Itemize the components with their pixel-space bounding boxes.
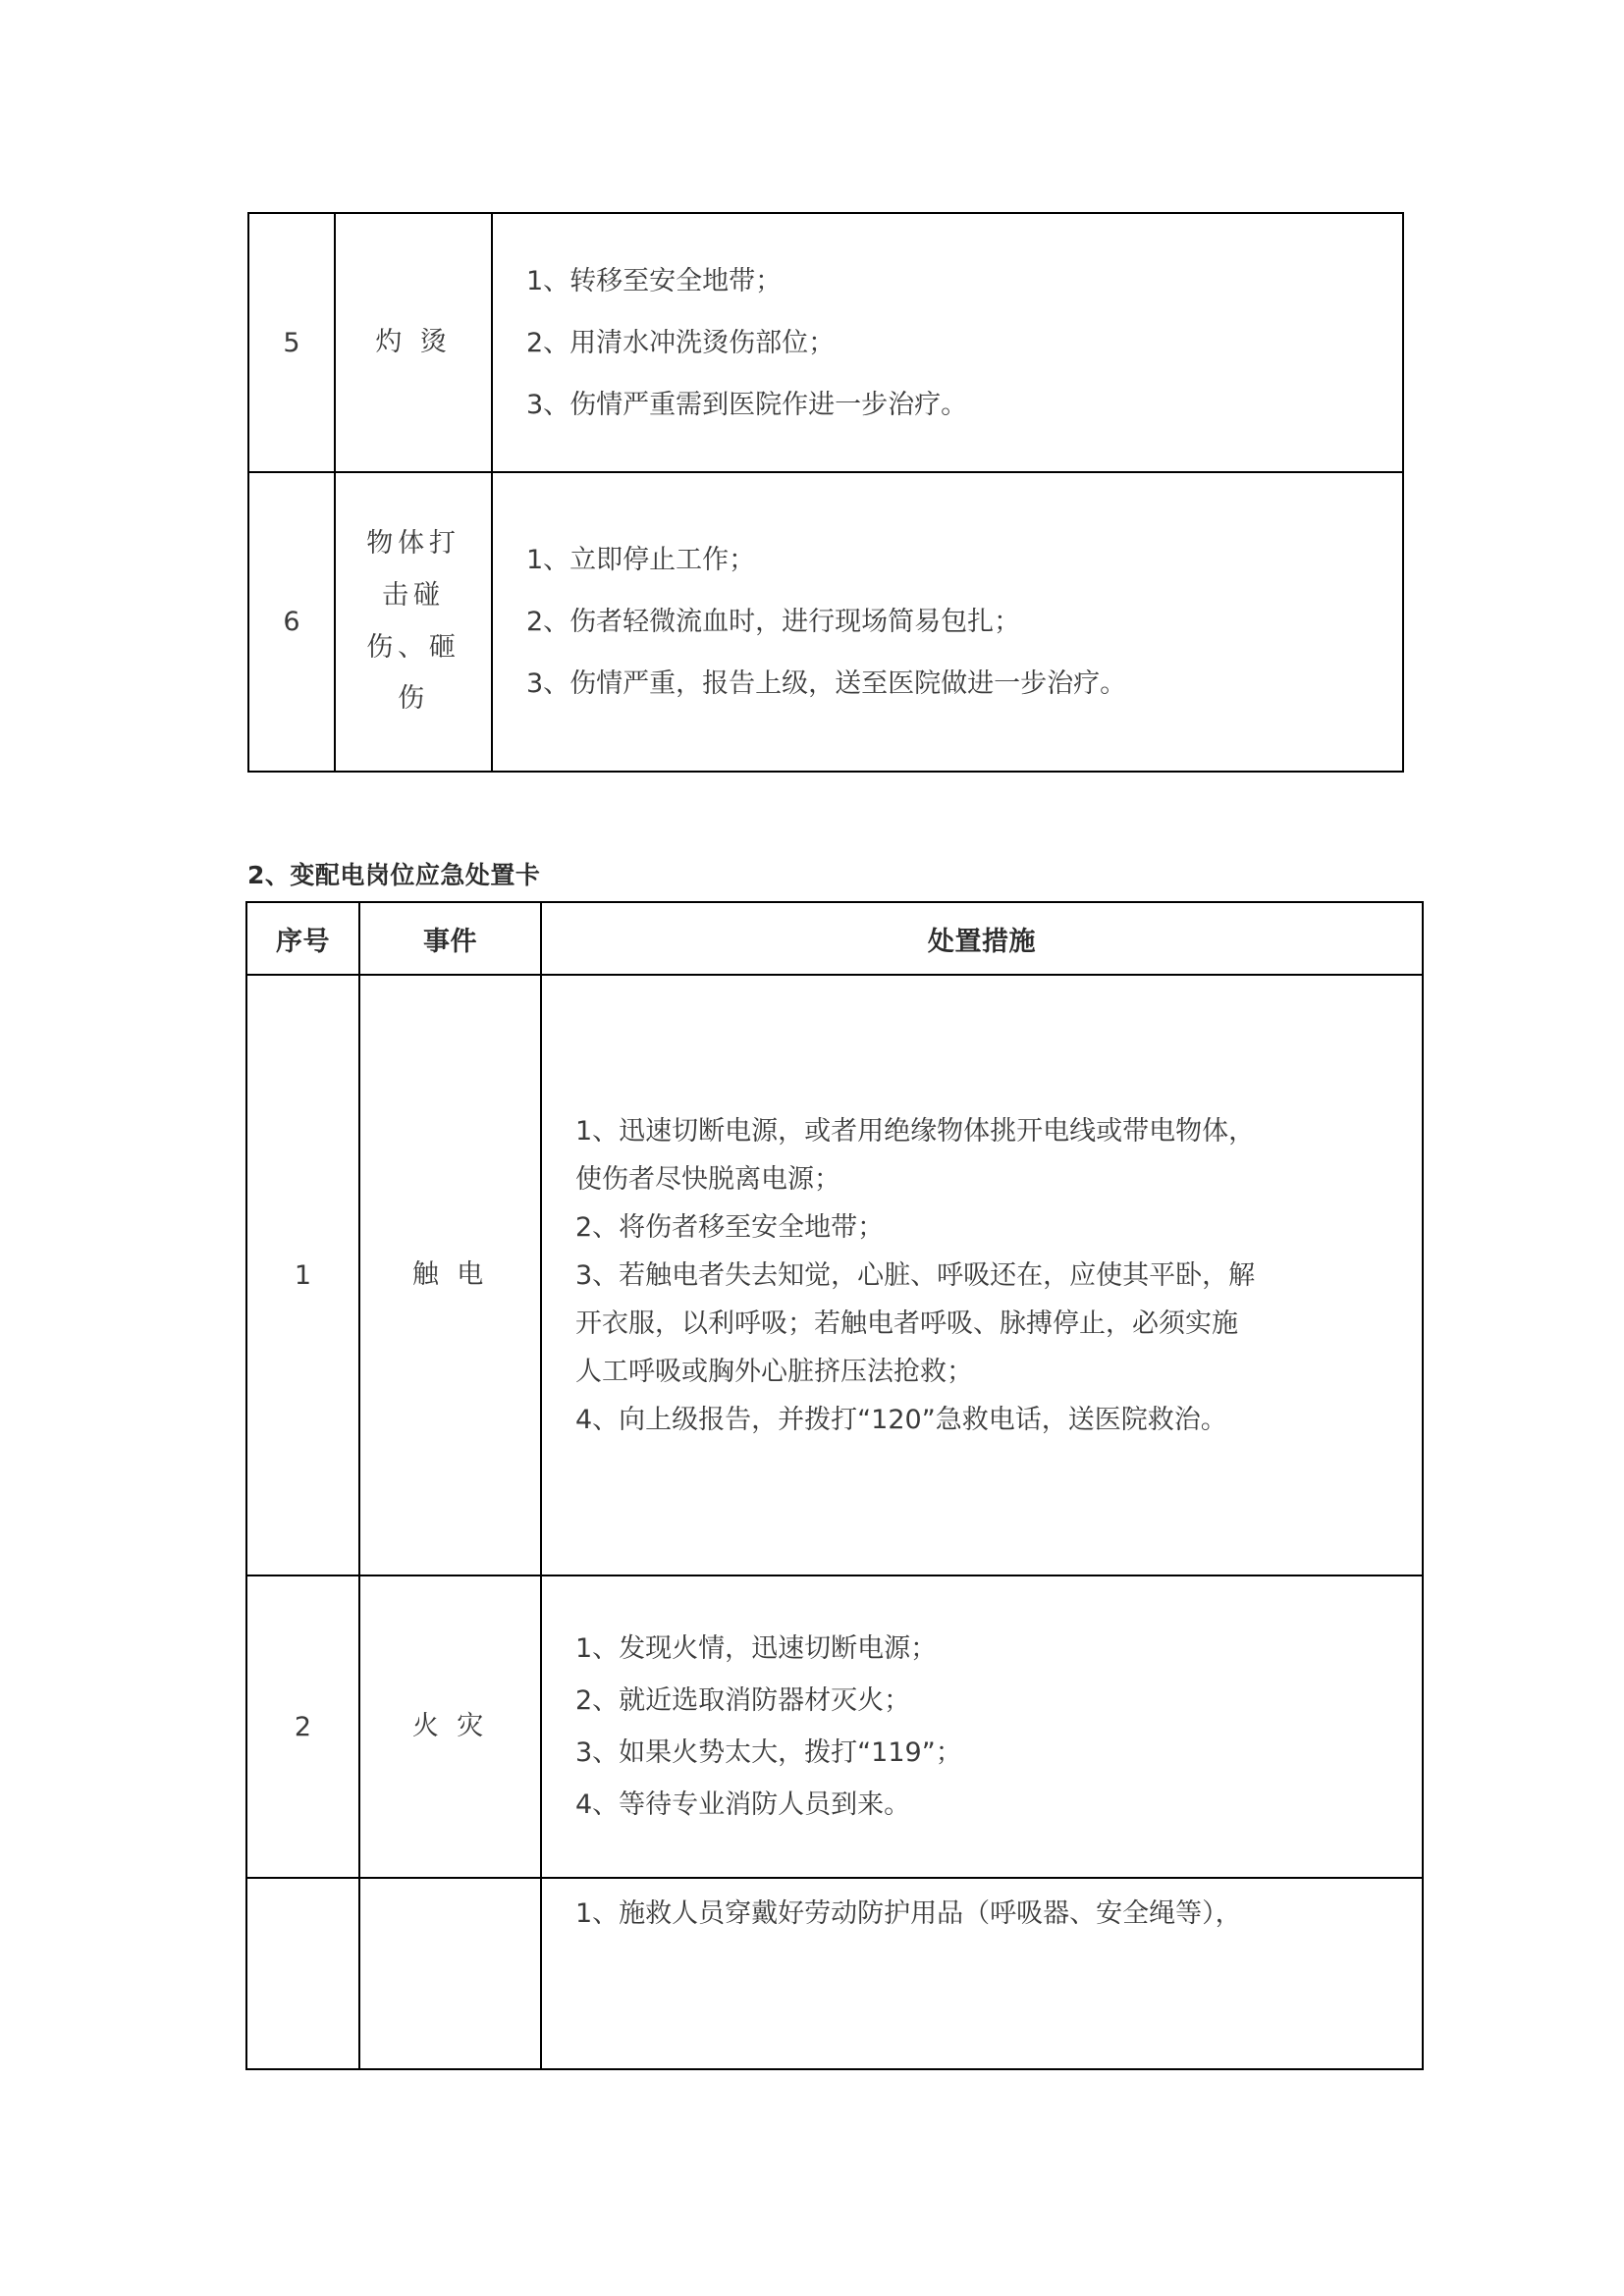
measure-line: 1、迅速切断电源，或者用绝缘物体挑开电线或带电物体， [575, 1115, 1256, 1147]
event-line: 伤、砸 [366, 631, 460, 663]
row-number-cell [246, 1878, 359, 2069]
table-row [246, 1575, 1423, 1878]
measure-line: 1、发现火情，迅速切断电源； [575, 1633, 938, 1664]
measure-line: 1、施救人员穿戴好劳动防护用品（呼吸器、安全绳等）， [575, 1898, 1242, 1929]
measures-cell [541, 1878, 1423, 2069]
column-header-event: 事件 [359, 902, 541, 975]
measures-cell [541, 975, 1423, 1575]
measures-cell [541, 1575, 1423, 1878]
column-header-no: 序号 [246, 902, 359, 975]
measure-line: 1、立即停止工作； [526, 545, 756, 575]
column-header-measures: 处置措施 [541, 902, 1423, 975]
emergency-disposal-card-table-continued [247, 212, 1404, 773]
event-line: 触 电 [411, 1258, 489, 1290]
measures-cell [492, 472, 1403, 772]
event-line: 物体打 [366, 528, 460, 560]
measure-line: 3、伤情严重需到医院作进一步治疗。 [526, 389, 968, 420]
measure-line: 使伤者尽快脱离电源； [575, 1163, 840, 1195]
measure-line: 3、若触电者失去知觉，心脏、呼吸还在，应使其平卧，解 [575, 1259, 1256, 1291]
measure-line: 4、向上级报告，并拨打“120”急救电话，送医院救治。 [575, 1404, 1227, 1435]
measure-line: 开衣服，以利呼吸；若触电者呼吸、脉搏停止，必须实施 [575, 1308, 1238, 1339]
substation-emergency-disposal-card-table [245, 901, 1424, 2070]
measure-line: 3、伤情严重，报告上级，送至医院做进一步治疗。 [526, 668, 1127, 699]
event-line: 击碰 [382, 579, 445, 611]
measure-line: 人工呼吸或胸外心脏挤压法抢救； [575, 1356, 973, 1387]
table-row [246, 975, 1423, 1575]
row-number-cell: 6 [248, 472, 335, 772]
table-header-row [246, 902, 1423, 975]
measure-line: 2、用清水冲洗烫伤部位； [526, 327, 836, 358]
measure-line: 2、就近选取消防器材灭火； [575, 1685, 911, 1716]
measure-line: 2、将伤者移至安全地带； [575, 1211, 885, 1243]
event-line: 灼 烫 [375, 326, 452, 357]
measure-line: 3、如果火势太大，拨打“119”； [575, 1737, 962, 1768]
event-cell [359, 1575, 541, 1878]
event-cell [359, 1878, 541, 2069]
measure-line: 2、伤者轻微流血时，进行现场简易包扎； [526, 607, 1021, 637]
event-cell [335, 213, 492, 472]
measure-line: 4、等待专业消防人员到来。 [575, 1789, 911, 1820]
measures-cell [492, 213, 1403, 472]
measure-line: 1、转移至安全地带； [526, 265, 783, 296]
section-heading: 2、变配电岗位应急处置卡 [247, 861, 541, 889]
event-cell [335, 472, 492, 772]
table-row [246, 1878, 1423, 2069]
event-line: 伤 [398, 683, 429, 715]
row-number-cell: 2 [246, 1575, 359, 1878]
row-number-cell: 1 [246, 975, 359, 1575]
table-row [248, 472, 1403, 772]
row-number-cell: 5 [248, 213, 335, 472]
event-line: 火 灾 [411, 1710, 489, 1741]
event-cell [359, 975, 541, 1575]
table-row [248, 213, 1403, 472]
